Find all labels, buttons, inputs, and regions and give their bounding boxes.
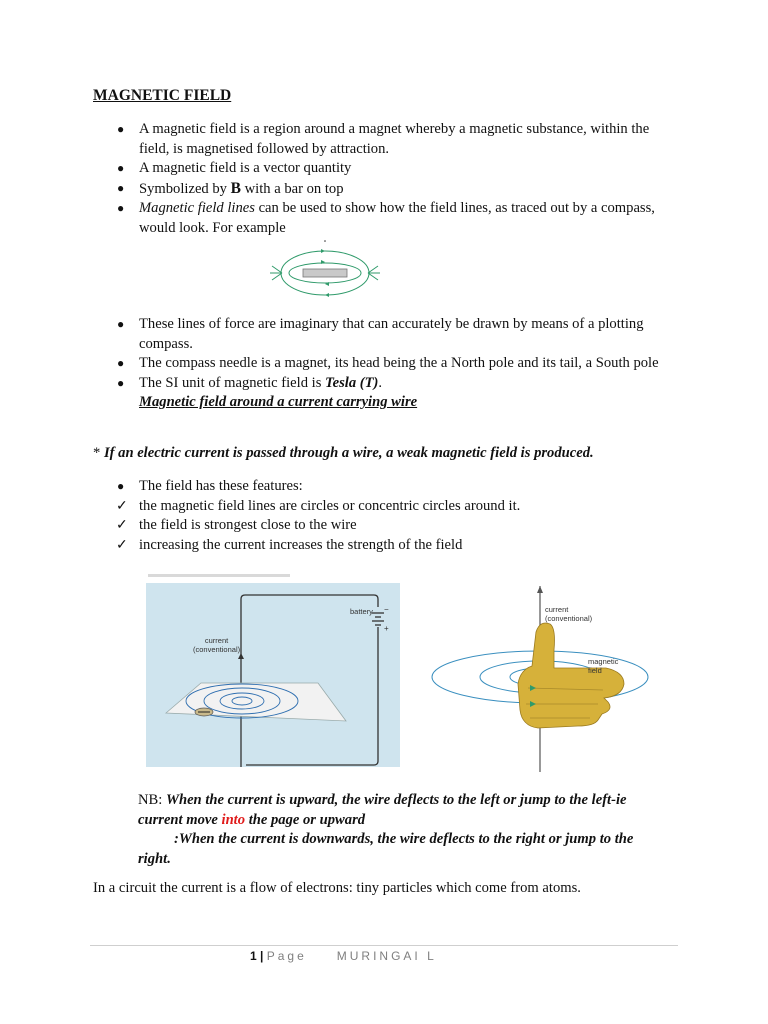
- battery-minus: −: [384, 605, 389, 614]
- checkmark-icon: ✓: [116, 537, 128, 553]
- author-name: MURINGAI L: [336, 949, 437, 963]
- statement: * If an electric current is passed through a wire, a weak magnetic field is produced.: [93, 445, 594, 461]
- checkmark-icon: ✓: [116, 518, 128, 533]
- list-item: ● The compass needle is a magnet, its head being the a North pole and its tail, a South pole: [117, 354, 682, 374]
- list-item: ● Magnetic field lines can be used to show how the field lines, as traced out by a compass, would look. For example: [117, 200, 655, 236]
- list-item: ✓ the magnetic field lines are circles or concentric circles around it.: [117, 497, 677, 517]
- page-footer: 1 | Page MURINGAI L: [250, 949, 437, 963]
- bullet-icon: ●: [117, 201, 125, 215]
- list-item: ● These lines of force are imaginary that can accurately be drawn by means of a plotting compass.: [117, 316, 644, 352]
- list-item: ● The SI unit of magnetic field is Tesla (T). Magnetic field around a current carrying wire: [117, 374, 418, 410]
- current-label-right: current (conventional): [545, 605, 593, 623]
- bullet-icon: ●: [117, 356, 125, 370]
- circuit-paragraph: In a circuit the current is a flow of electrons: tiny particles which come from atoms.: [93, 880, 581, 896]
- list-item: ● The field has these features:: [117, 477, 677, 497]
- battery-label: battery: [350, 607, 373, 616]
- bullet-icon: ●: [117, 375, 125, 390]
- current-label-left: current (conventional): [193, 636, 241, 654]
- magnetic-field-label: magnetic field: [588, 657, 619, 675]
- battery-plus: +: [384, 624, 389, 633]
- list-item: ✓ the field is strongest close to the wire: [117, 516, 677, 536]
- footer-divider: [90, 945, 678, 946]
- bar-magnet-field-diagram: [270, 236, 380, 306]
- bullet-icon: ●: [117, 122, 125, 136]
- right-hand-rule-figure: [428, 580, 658, 775]
- list-item: ● Symbolized by B with a bar on top: [117, 179, 344, 197]
- page-number: 1: [250, 949, 257, 963]
- figure-top-rule: [148, 574, 290, 577]
- feature-list: [117, 477, 677, 555]
- bullet-list-properties: [117, 315, 682, 413]
- list-item: ● A magnetic field is a vector quantity: [117, 159, 677, 179]
- bullet-icon: ●: [117, 317, 125, 331]
- page-title: MAGNETIC FIELD: [93, 87, 232, 104]
- nb-note: NB: When the current is upward, the wire deflects to the left or jump to the left-ie current move into the page or upward :When the current is downwards, the wire deflects to the right or jump to the right.: [138, 792, 634, 867]
- section-subheading: Magnetic field around a current carrying wire: [139, 394, 418, 410]
- bullet-icon: ●: [117, 479, 125, 493]
- checkmark-icon: ✓: [116, 498, 128, 514]
- bullet-icon: ●: [117, 161, 125, 175]
- bullet-list-definitions: [117, 120, 677, 238]
- list-item: ✓ increasing the current increases the strength of the field: [117, 536, 677, 556]
- list-item: ● A magnetic field is a region around a magnet whereby a magnetic substance, within the field, is magnetised followed by attraction.: [117, 121, 650, 157]
- bullet-icon: ●: [117, 180, 125, 195]
